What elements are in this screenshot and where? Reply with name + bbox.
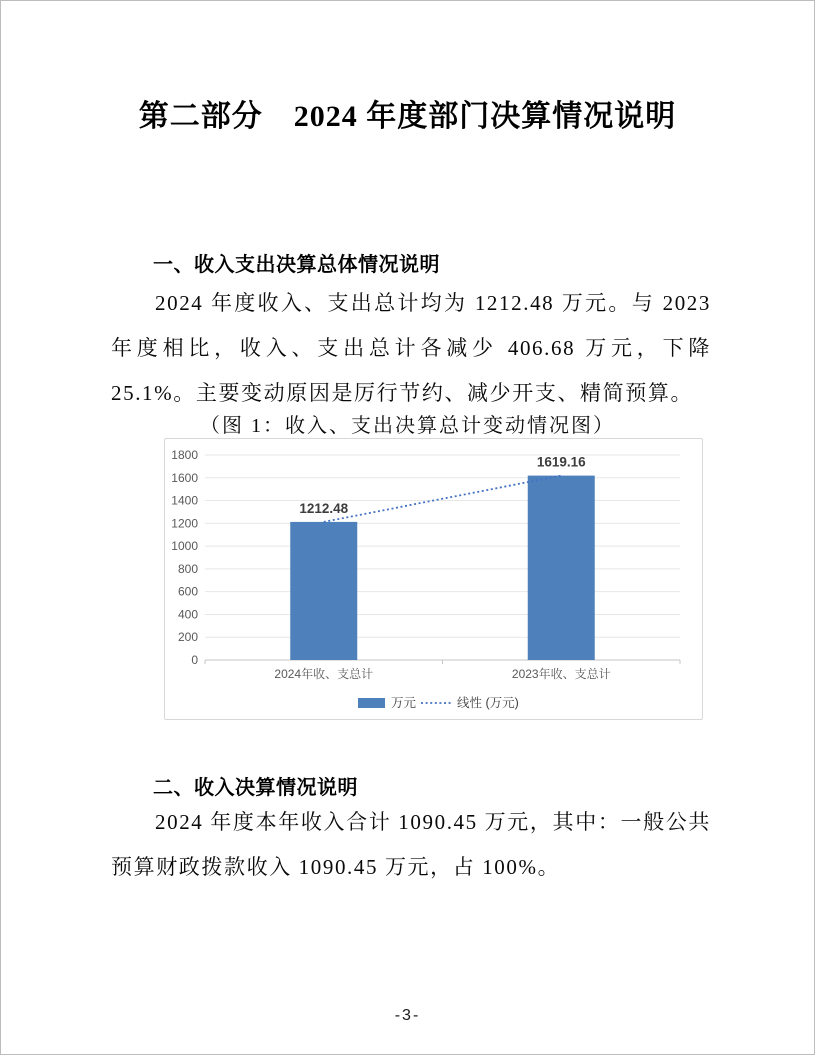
- legend-bar-swatch: [358, 698, 385, 708]
- y-tick-label: 0: [191, 653, 198, 667]
- y-tick-label: 1000: [171, 539, 198, 554]
- page-title: 第二部分 2024 年度部门决算情况说明: [138, 100, 677, 133]
- bar-value-label: 1619.16: [536, 454, 586, 470]
- y-tick-label: 800: [177, 561, 198, 576]
- y-tick-label: 1600: [171, 470, 198, 485]
- bar-chart-canvas: [165, 439, 702, 719]
- y-tick-label: 1800: [171, 448, 198, 462]
- x-category-label: 2024年收、支总计: [274, 667, 374, 681]
- figure-1-caption: （图 1：收入、支出决算总计变动情况图）: [200, 415, 615, 437]
- bar-value-label: 1212.48: [299, 500, 349, 516]
- y-tick-label: 200: [177, 630, 198, 645]
- legend-line-label: 线性 (万元): [457, 696, 519, 710]
- trendline: [324, 476, 562, 522]
- bar: [290, 522, 357, 660]
- figure-1-chart: [164, 438, 703, 720]
- section-2-paragraph: 2024 年度本年收入合计 1090.45 万元，其中：一般公共预算财政拨款收入 1090.45 万元，占 100%。: [111, 810, 711, 879]
- bar: [528, 476, 595, 660]
- x-category-label: 2023年收、支总计: [511, 667, 611, 681]
- y-tick-label: 600: [177, 584, 198, 599]
- y-tick-label: 1400: [171, 493, 198, 508]
- page-number: -3-: [394, 1007, 421, 1024]
- y-tick-label: 400: [177, 607, 198, 622]
- legend-bar-label: 万元: [391, 696, 417, 710]
- section-1-heading: 一、收入支出决算总体情况说明: [153, 254, 440, 276]
- section-1-paragraph: 2024 年度收入、支出总计均为 1212.48 万元。与 2023 年度相比，收入、支出总计各减少 406.68 万元，下降 25.1%。主要变动原因是厉行节约、减少开支、精简预算。: [111, 291, 711, 405]
- y-tick-label: 1200: [171, 516, 198, 531]
- section-2-heading: 二、收入决算情况说明: [153, 777, 358, 799]
